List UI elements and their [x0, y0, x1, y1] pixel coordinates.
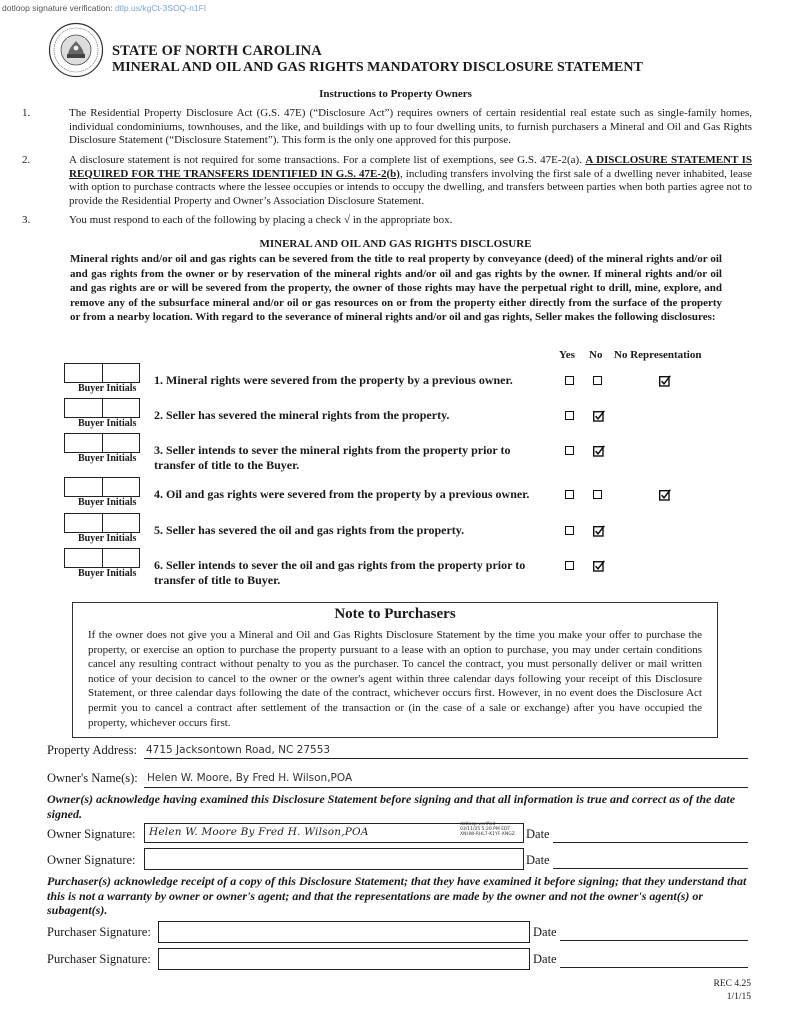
disclosure-title: MINERAL AND OIL AND GAS RIGHTS DISCLOSURE	[259, 238, 532, 250]
instruction-text: A disclosure statement is not required for some transactions. For a complete list of exemptions, see G.S. 47E-2(a).	[69, 154, 586, 166]
checkbox-no-checked[interactable]	[593, 524, 605, 536]
owners-name-label: Owner's Name(s):	[47, 771, 138, 785]
buyer-initials-box[interactable]	[64, 513, 140, 533]
instruction-number: 1.	[22, 107, 31, 119]
buyer-initials-label: Buyer Initials	[78, 453, 137, 464]
disclosure-intro: Mineral rights and/or oil and gas rights can be severed from the title to real property by conveyance (deed) of the mineral rights and/or oil and gas rights from the owner or by reservation of the mineral rights and/or oil and gas rights by the owner. If mineral rights and/or oil and gas rights are or will be severed from the property, the owner of those rights may have the perpetual right to drill, mine, explore, and remove any of the subsurface mineral and/or oil or gas resources on or from the property either directly from the surface of the property or from a nearby location. With regard to the severance of mineral rights and/or oil and gas rights, Seller makes the following disclosures:	[70, 253, 722, 324]
purchaser-signature-field-1[interactable]	[158, 921, 530, 943]
verification-label: dotloop signature verification:	[2, 3, 113, 13]
property-address-field[interactable]: 4715 Jacksontown Road, NC 27553	[146, 744, 331, 756]
purchaser-signature-label-2: Purchaser Signature:	[47, 952, 151, 966]
checkbox-yes[interactable]	[565, 561, 574, 570]
instruction-item-3	[22, 214, 752, 228]
purchaser-date-field-1[interactable]	[560, 940, 748, 941]
buyer-initials-box[interactable]	[64, 548, 140, 568]
buyer-initials-box[interactable]	[64, 363, 140, 383]
owner-signature-label-2: Owner Signature:	[47, 853, 136, 867]
owner-signature-label-1: Owner Signature:	[47, 827, 136, 841]
owner-date-field-1[interactable]	[553, 842, 748, 843]
owner-signature-value: Helen W. Moore By Fred H. Wilson,POA	[149, 826, 369, 838]
buyer-initials-label: Buyer Initials	[78, 497, 137, 508]
verification-link[interactable]: dtlp.us/kgCt-3SOQ-n1FI	[114, 3, 207, 13]
instruction-number: 3.	[22, 214, 31, 226]
checkbox-no-checked[interactable]	[593, 409, 605, 421]
column-no-representation: No Representation	[614, 349, 702, 361]
dotloop-verified-stamp	[460, 822, 515, 837]
disclosure-item-text: 6. Seller intends to sever the oil and gas rights from the property prior to transfer of title to Buyer.	[154, 558, 526, 587]
form-number: REC 4.25	[713, 979, 751, 989]
buyer-initials-box[interactable]	[64, 477, 140, 497]
column-no: No	[589, 349, 603, 361]
property-address-line	[144, 758, 748, 759]
owner-acknowledgement: Owner(s) acknowledge having examined this Disclosure Statement before signing and that all information is true and correct as of the date signed.	[47, 792, 736, 821]
instruction-item-1	[22, 107, 752, 148]
purchaser-date-field-2[interactable]	[560, 967, 748, 968]
checkbox-norep-checked[interactable]	[659, 488, 671, 500]
purchaser-signature-field-2[interactable]	[158, 948, 530, 970]
checkbox-no[interactable]	[593, 490, 602, 499]
purchaser-date-label-2: Date	[533, 952, 557, 966]
state-seal-icon	[48, 22, 104, 78]
header-state: STATE OF NORTH CAROLINA	[112, 43, 322, 59]
stamp-line-1: dotloop verified	[460, 822, 496, 827]
checkbox-no-checked[interactable]	[593, 444, 605, 456]
checkbox-yes[interactable]	[565, 411, 574, 420]
instruction-text: The Residential Property Disclosure Act (G.S. 47E) (“Disclosure Act”) requires owners of certain residential real estate such as single-family homes, individual condominiums, townhouses, and the like, and buildings with up to four dwelling units, to furnish purchasers a Mineral and Oil and Gas Rights Disclosure Statement (“Disclosure Statement”). This form is the only one approved for this purpose.	[69, 107, 752, 146]
buyer-initials-box[interactable]	[64, 398, 140, 418]
checkbox-norep-checked[interactable]	[659, 374, 671, 386]
instruction-number: 2.	[22, 154, 31, 166]
checkbox-yes[interactable]	[565, 376, 574, 385]
stamp-line-2: 03/11/25 5:20 PM EDT	[460, 827, 511, 832]
buyer-initials-label: Buyer Initials	[78, 568, 137, 579]
form-date: 1/1/15	[726, 992, 751, 1002]
instruction-item-2	[22, 154, 752, 208]
purchaser-signature-label-1: Purchaser Signature:	[47, 925, 151, 939]
disclosure-item-text: 4. Oil and gas rights were severed from the property by a previous owner.	[154, 487, 530, 501]
purchaser-date-label-1: Date	[533, 925, 557, 939]
buyer-initials-label: Buyer Initials	[78, 383, 137, 394]
checkbox-yes[interactable]	[565, 446, 574, 455]
owner-signature-field-2[interactable]	[144, 848, 524, 870]
instruction-emphasis: A DISCLOSURE STATEMENT IS REQUIRED FOR THE TRANSFERS IDENTIFIED IN G.S. 47E-2(b)	[69, 154, 753, 180]
buyer-initials-label: Buyer Initials	[78, 418, 137, 429]
property-address-label: Property Address:	[47, 743, 137, 757]
note-title: Note to Purchasers	[334, 606, 456, 622]
note-body: If the owner does not give you a Mineral and Oil and Gas Rights Disclosure Statement by the time you make your offer to purchase the property, or exercise an option to purchase the property pursuant to a lease with an option to purchase, you may under certain conditions cancel any resulting contract without penalty to you as the purchaser. To cancel the contract, you must personally deliver or mail written notice of your decision to cancel to the owner or the owner's agent within three calendar days following your receipt of this Disclosure Statement, or three calendar days following the date of the contract, whichever occurs first. However, in no event does the Disclosure Act permit you to cancel a contract after settlement of the transaction or (in the case of a sale or exchange) after you have occupied the property, whichever occurs first.	[88, 629, 702, 729]
checkbox-yes[interactable]	[565, 490, 574, 499]
owner-date-field-2[interactable]	[553, 868, 748, 869]
disclosure-item-text: 5. Seller has severed the oil and gas rights from the property.	[154, 523, 465, 537]
instruction-text-cont: , including transfers involving the first sale of a dwelling never inhabited, lease with option to purchase contracts where the lessee occupies or intends to occupy the dwelling, and transfers between parties when both parties agree not to provide the Residential Property and Owner’s Association Disclosure Statement.	[69, 167, 752, 207]
disclosure-item-text: 3. Seller intends to sever the mineral rights from the property prior to transfer of title to the Buyer.	[154, 443, 511, 472]
owners-name-field[interactable]: Helen W. Moore, By Fred H. Wilson,POA	[147, 772, 353, 784]
checkbox-no[interactable]	[593, 376, 602, 385]
checkbox-no-checked[interactable]	[593, 559, 605, 571]
disclosure-item-text: 2. Seller has severed the mineral rights from the property.	[154, 408, 450, 422]
stamp-line-3: XNHW-RHL7-K1YF-XNGZ	[460, 832, 515, 837]
instruction-text: You must respond to each of the following by placing a check √ in the appropriate box.	[69, 214, 453, 226]
buyer-initials-label: Buyer Initials	[78, 533, 137, 544]
instructions-title: Instructions to Property Owners	[319, 88, 472, 100]
buyer-initials-box[interactable]	[64, 433, 140, 453]
disclosure-item-text: 1. Mineral rights were severed from the property by a previous owner.	[154, 373, 513, 387]
header-form-title: MINERAL AND OIL AND GAS RIGHTS MANDATORY DISCLOSURE STATEMENT	[112, 60, 643, 75]
owner-date-label-2: Date	[526, 853, 550, 867]
verification-line	[2, 3, 206, 13]
purchaser-acknowledgement: Purchaser(s) acknowledge receipt of a copy of this Disclosure Statement; that they have examined it before signing; that they understand that this is not a warranty by owner or owner's agent; and that the representations are made by the owner and not the owner's agent(s) or subagent(s).	[47, 874, 747, 917]
owner-date-label-1: Date	[526, 827, 550, 841]
owners-name-line	[144, 787, 748, 788]
column-yes: Yes	[559, 349, 575, 361]
checkbox-yes[interactable]	[565, 526, 574, 535]
